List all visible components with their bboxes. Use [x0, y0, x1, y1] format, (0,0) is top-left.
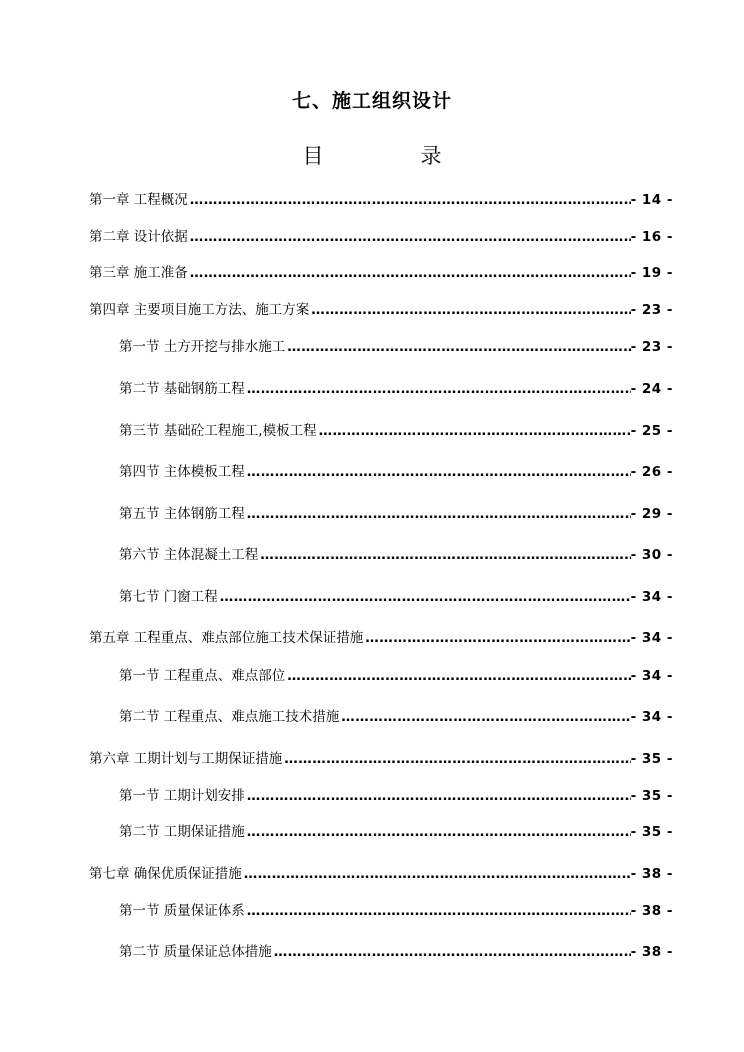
toc-entry-section[interactable] — [119, 546, 673, 564]
toc-leader-dots — [287, 667, 630, 685]
toc-entry-chapter-5[interactable] — [89, 629, 673, 647]
toc-leader-dots — [341, 708, 630, 726]
toc-entry-section[interactable] — [119, 422, 673, 440]
toc-leader-dots — [260, 546, 630, 564]
toc-page-number: - 38 - — [630, 903, 673, 919]
toc-entry-label: 第一节 质量保证体系 — [119, 903, 245, 919]
toc-entry-chapter-3[interactable] — [89, 264, 673, 282]
toc-leader-dots — [247, 505, 631, 523]
toc-entry-label: 第二节 基础钢筋工程 — [119, 381, 245, 397]
toc-page-number: - 14 - — [630, 192, 673, 208]
toc-leader-dots — [247, 380, 631, 398]
toc-page-number: - 34 - — [630, 668, 673, 684]
toc-page-number: - 19 - — [630, 265, 673, 281]
toc-page-number: - 24 - — [630, 381, 673, 397]
toc-entry-label: 第二节 工期保证措施 — [119, 824, 245, 840]
toc-heading: 目 录 — [302, 144, 480, 168]
toc-leader-dots — [220, 588, 631, 606]
toc-entry-label: 第二节 工程重点、难点施工技术措施 — [119, 709, 340, 725]
toc-entry-label: 第二章 设计依据 — [89, 229, 188, 245]
toc-leader-dots — [274, 943, 631, 961]
toc-page-number: - 35 - — [630, 788, 673, 804]
toc-leader-dots — [244, 865, 631, 883]
toc-page-number: - 38 - — [630, 944, 673, 960]
toc-entry-chapter-4[interactable] — [89, 301, 673, 319]
toc-entry-label: 第一节 土方开挖与排水施工 — [119, 339, 286, 355]
toc-entry-section[interactable] — [119, 588, 673, 606]
toc-leader-dots — [365, 629, 630, 647]
toc-page-number: - 23 - — [630, 339, 673, 355]
toc-entry-chapter-6[interactable] — [89, 750, 673, 768]
toc-entry-section[interactable] — [119, 338, 673, 356]
toc-page-number: - 34 - — [630, 709, 673, 725]
toc-entry-label: 第七节 门窗工程 — [119, 589, 218, 605]
toc-leader-dots — [247, 787, 631, 805]
toc-entry-label: 第一节 工程重点、难点部位 — [119, 668, 286, 684]
toc-page-number: - 16 - — [630, 229, 673, 245]
toc-entry-section[interactable] — [119, 463, 673, 481]
toc-page-number: - 25 - — [630, 423, 673, 439]
document-title: 七、施工组织设计 — [291, 90, 452, 112]
toc-leader-dots — [311, 301, 630, 319]
toc-entry-label: 第五节 主体钢筋工程 — [119, 506, 245, 522]
toc-leader-dots — [319, 422, 631, 440]
toc-entry-section[interactable] — [119, 667, 673, 685]
toc-page-number: - 29 - — [630, 506, 673, 522]
toc-entry-label: 第七章 确保优质保证措施 — [89, 866, 242, 882]
toc-entry-chapter-1[interactable] — [89, 191, 673, 209]
toc-leader-dots — [247, 902, 631, 920]
toc-entry-label: 第五章 工程重点、难点部位施工技术保证措施 — [89, 630, 364, 646]
toc-page-number: - 34 - — [630, 589, 673, 605]
toc-leader-dots — [287, 338, 630, 356]
toc-entry-section[interactable] — [119, 505, 673, 523]
toc-entry-section[interactable] — [119, 380, 673, 398]
toc-entry-label: 第三章 施工准备 — [89, 265, 188, 281]
toc-page-number: - 34 - — [630, 630, 673, 646]
toc-entry-label: 第六章 工期计划与工期保证措施 — [89, 751, 283, 767]
toc-entry-label: 第四节 主体模板工程 — [119, 464, 245, 480]
toc-leader-dots — [284, 750, 630, 768]
toc-leader-dots — [190, 228, 631, 246]
toc-entry-section[interactable] — [119, 708, 673, 726]
toc-page-number: - 35 - — [630, 824, 673, 840]
toc-entry-label: 第二节 质量保证总体措施 — [119, 944, 272, 960]
toc-entry-section[interactable] — [119, 943, 673, 961]
toc-page-number: - 30 - — [630, 547, 673, 563]
toc-page-number: - 26 - — [630, 464, 673, 480]
toc-leader-dots — [247, 823, 631, 841]
toc-page-number: - 23 - — [630, 302, 673, 318]
toc-entry-label: 第六节 主体混凝土工程 — [119, 547, 259, 563]
toc-entry-label: 第三节 基础砼工程施工,模板工程 — [119, 423, 317, 439]
toc-entry-label: 第一节 工期计划安排 — [119, 788, 245, 804]
toc-leader-dots — [190, 191, 631, 209]
toc-page-number: - 35 - — [630, 751, 673, 767]
toc-entry-section[interactable] — [119, 823, 673, 841]
toc-page-number: - 38 - — [630, 866, 673, 882]
toc-entry-section[interactable] — [119, 787, 673, 805]
toc-leader-dots — [190, 264, 631, 282]
toc-leader-dots — [247, 463, 631, 481]
toc-entry-chapter-7[interactable] — [89, 865, 673, 883]
toc-entry-label: 第一章 工程概况 — [89, 192, 188, 208]
toc-entry-chapter-2[interactable] — [89, 228, 673, 246]
toc-entry-label: 第四章 主要项目施工方法、施工方案 — [89, 302, 310, 318]
toc-entry-section[interactable] — [119, 902, 673, 920]
